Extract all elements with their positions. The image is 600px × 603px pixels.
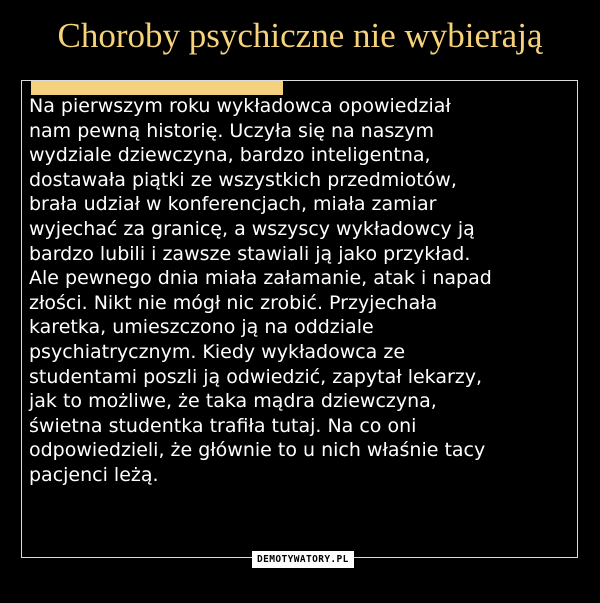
story-text — [29, 94, 577, 488]
story-line: jak to możliwe, że taka mądra dziewczyna, — [29, 390, 437, 413]
highlight-bar — [31, 81, 283, 95]
story-line: bardzo lubili i zawsze stawiali ją jako przykład. — [29, 242, 471, 265]
story-line: brała udział w konferencjach, miała zamiar — [29, 193, 437, 216]
story-line: dostawała piątki ze wszystkich przedmiotów, — [29, 168, 457, 191]
story-line: odpowiedzieli, że głównie to u nich właśnie tacy — [29, 439, 486, 462]
watermark: DEMOTYWATORY.PL — [252, 551, 354, 568]
story-line: nam pewną historię. Uczyła się na naszym — [29, 119, 434, 142]
story-line: studentami poszli ją odwiedzić, zapytał lekarzy, — [29, 365, 483, 388]
story-line: Na pierwszym roku wykładowca opowiedział — [29, 95, 451, 117]
page-title: Choroby psychiczne nie wybierają — [57, 16, 543, 55]
story-line: świetna studentka trafiła tutaj. Na co oni — [29, 414, 417, 437]
story-line: psychiatrycznym. Kiedy wykładowca ze — [29, 340, 406, 363]
story-line: pacjenci leżą. — [29, 463, 159, 486]
story-line: karetka, umieszczono ją na oddziale — [29, 316, 374, 339]
story-line: wydziale dziewczyna, bardzo inteligentna, — [29, 144, 431, 167]
story-line: złości. Nikt nie mógł nic zrobić. Przyjechała — [29, 291, 438, 314]
story-line: Ale pewnego dnia miała załamanie, atak i napad — [29, 267, 492, 290]
story-frame — [21, 80, 578, 558]
story-line: wyjechać za granicę, a wszyscy wykładowcy ją — [29, 217, 475, 240]
